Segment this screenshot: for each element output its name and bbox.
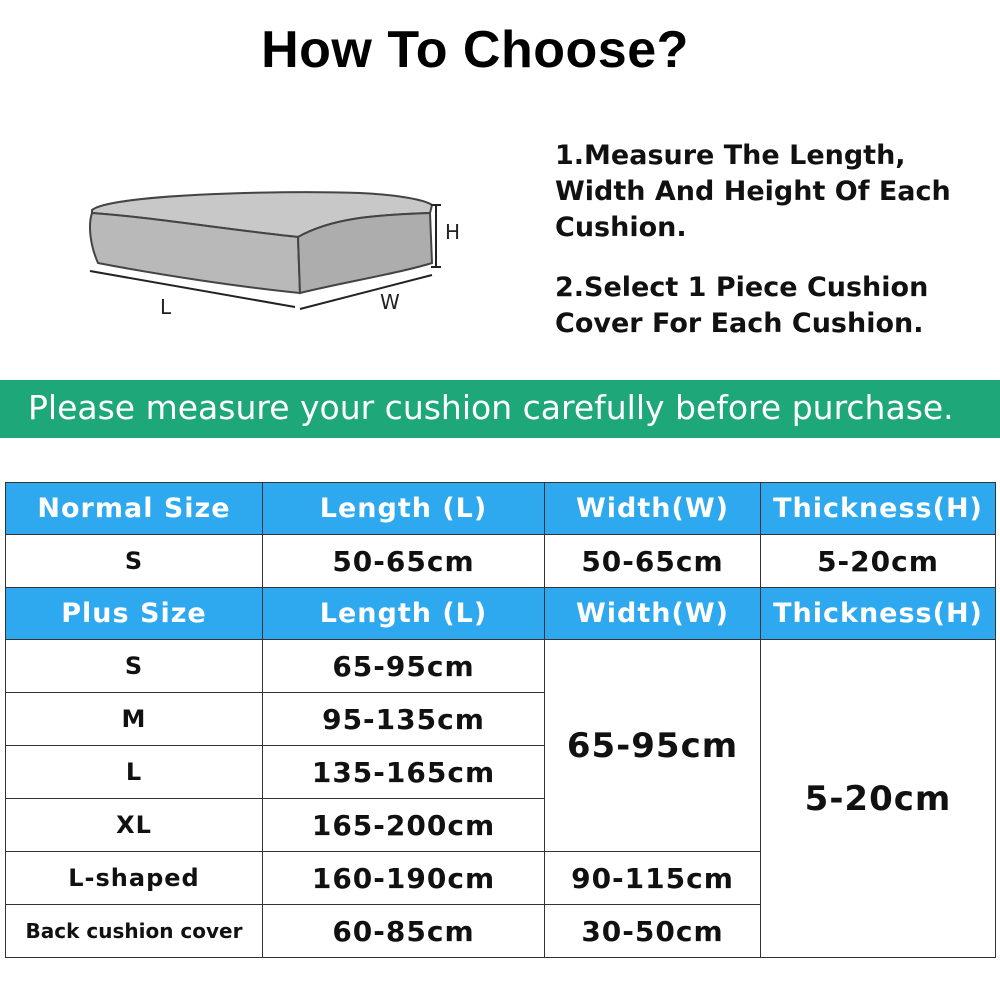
step-1: 1.Measure The Length, Width And Height Of Each Cushion.	[555, 140, 951, 243]
instructions	[555, 138, 995, 366]
table-row	[6, 640, 996, 693]
size-cell: Back cushion cover	[6, 905, 263, 958]
table-row	[6, 535, 996, 588]
width-cell: 90-115cm	[545, 852, 761, 905]
size-cell: M	[6, 693, 263, 746]
header-width: Width(W)	[545, 483, 761, 535]
width-cell: 50-65cm	[545, 535, 761, 588]
header-width: Width(W)	[545, 588, 761, 640]
cushion-diagram	[70, 175, 490, 329]
cushion-illustration	[70, 175, 490, 325]
plus-header-row	[6, 588, 996, 640]
header-thickness: Thickness(H)	[761, 588, 996, 640]
size-cell: S	[6, 640, 263, 693]
length-cell: 160-190cm	[263, 852, 545, 905]
size-cell: XL	[6, 799, 263, 852]
merged-width-cell: 65-95cm	[545, 640, 761, 852]
height-label: H	[445, 220, 461, 244]
normal-header-row	[6, 483, 996, 535]
length-cell: 65-95cm	[263, 640, 545, 693]
width-label: W	[380, 290, 400, 314]
header-length: Length (L)	[263, 588, 545, 640]
merged-thickness-cell: 5-20cm	[761, 640, 996, 958]
header-thickness: Thickness(H)	[761, 483, 996, 535]
size-cell: S	[6, 535, 263, 588]
header-plus-size: Plus Size	[6, 588, 263, 640]
length-cell: 50-65cm	[263, 535, 545, 588]
size-cell: L-shaped	[6, 852, 263, 905]
length-cell: 60-85cm	[263, 905, 545, 958]
header-length: Length (L)	[263, 483, 545, 535]
thickness-cell: 5-20cm	[761, 535, 996, 588]
page-title: How To Choose?	[261, 21, 689, 79]
step-2: 2.Select 1 Piece Cushion Cover For Each Cushion.	[555, 272, 929, 339]
length-cell: 95-135cm	[263, 693, 545, 746]
size-table	[5, 482, 996, 958]
size-cell: L	[6, 746, 263, 799]
measure-banner: Please measure your cushion carefully before purchase.	[0, 380, 1000, 438]
header-normal-size: Normal Size	[6, 483, 263, 535]
length-label: L	[160, 295, 172, 319]
length-cell: 135-165cm	[263, 746, 545, 799]
width-cell: 30-50cm	[545, 905, 761, 958]
length-cell: 165-200cm	[263, 799, 545, 852]
